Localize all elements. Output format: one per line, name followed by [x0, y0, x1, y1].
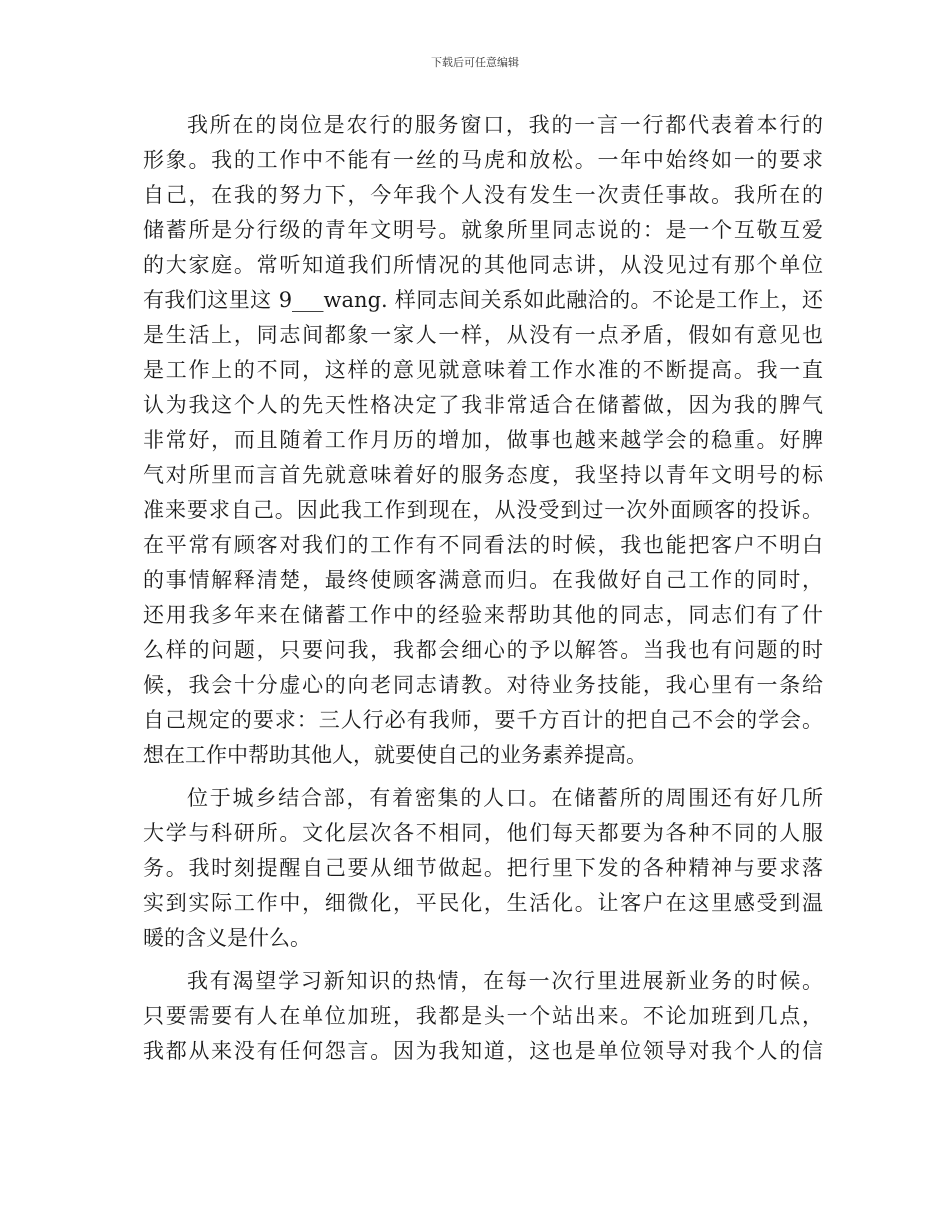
- text-line: 形象。我的工作中不能有一丝的马虎和放松。一年中始终如一的要求: [143, 148, 823, 172]
- text-line: 实到实际工作中，细微化，平民化，生活化。让客户在这里感受到温: [143, 891, 823, 915]
- text-line: 位于城乡结合部，有着密集的人口。在储蓄所的周围还有好几所: [187, 786, 823, 810]
- page-header: 下载后可任意编辑: [431, 56, 519, 69]
- text-line: 只要需要有人在单位加班，我都是头一个站出来。不论加班到几点，: [143, 1004, 823, 1028]
- text-line: 准来要求自己。因此我工作到现在，从没受到过一次外面顾客的投诉。: [143, 498, 823, 522]
- text-line: 有我们这里这 9___wang. 样同志间关系如此融洽的。不论是工作上，还: [143, 288, 823, 312]
- text-line: 的大家庭。常听知道我们所情况的其他同志讲，从没见过有那个单位: [143, 253, 823, 277]
- text-line: 的事情解释清楚，最终使顾客满意而归。在我做好自己工作的同时，: [143, 568, 823, 592]
- text-line: 是生活上，同志间都象一家人一样，从没有一点矛盾，假如有意见也: [143, 323, 823, 347]
- paragraph-spacer: [143, 956, 823, 964]
- text-line: 暖的含义是什么。: [143, 926, 311, 950]
- document-body: [143, 108, 823, 1069]
- text-line: 是工作上的不同，这样的意见就意味着工作水准的不断提高。我一直: [143, 358, 823, 382]
- text-line: 自己，在我的努力下，今年我个人没有发生一次责任事故。我所在的: [143, 183, 823, 207]
- paragraph-2: [143, 781, 823, 956]
- text-line: 气对所里而言首先就意味着好的服务态度，我坚持以青年文明号的标: [143, 463, 823, 487]
- text-line: 自己规定的要求：三人行必有我师，要千方百计的把自己不会的学会。: [143, 708, 823, 732]
- text-line: 么样的问题，只要问我，我都会细心的予以解答。当我也有问题的时: [143, 638, 823, 662]
- text-line: 认为我这个人的先天性格决定了我非常适合在储蓄做，因为我的脾气: [143, 393, 823, 417]
- text-line: 候，我会十分虚心的向老同志请教。对待业务技能，我心里有一条给: [143, 673, 823, 697]
- text-line: 非常好，而且随着工作月历的增加，做事也越来越学会的稳重。好脾: [143, 428, 823, 452]
- paragraph-spacer: [143, 773, 823, 781]
- paragraph-3: [143, 964, 823, 1069]
- paragraph-1: [143, 108, 823, 773]
- text-line: 想在工作中帮助其他人，就要使自己的业务素养提高。: [143, 743, 647, 767]
- text-line: 我都从来没有任何怨言。因为我知道，这也是单位领导对我个人的信: [143, 1039, 823, 1063]
- text-line: 在平常有顾客对我们的工作有不同看法的时候，我也能把客户不明白: [143, 533, 823, 557]
- text-line: 我所在的岗位是农行的服务窗口，我的一言一行都代表着本行的: [187, 113, 823, 137]
- text-line: 储蓄所是分行级的青年文明号。就象所里同志说的：是一个互敬互爱: [143, 218, 823, 242]
- text-line: 务。我时刻提醒自己要从细节做起。把行里下发的各种精神与要求落: [143, 856, 823, 880]
- text-line: 我有渴望学习新知识的热情，在每一次行里进展新业务的时候。: [187, 969, 823, 993]
- text-line: 还用我多年来在储蓄工作中的经验来帮助其他的同志，同志们有了什: [143, 603, 823, 627]
- text-line: 大学与科研所。文化层次各不相同，他们每天都要为各种不同的人服: [143, 821, 823, 845]
